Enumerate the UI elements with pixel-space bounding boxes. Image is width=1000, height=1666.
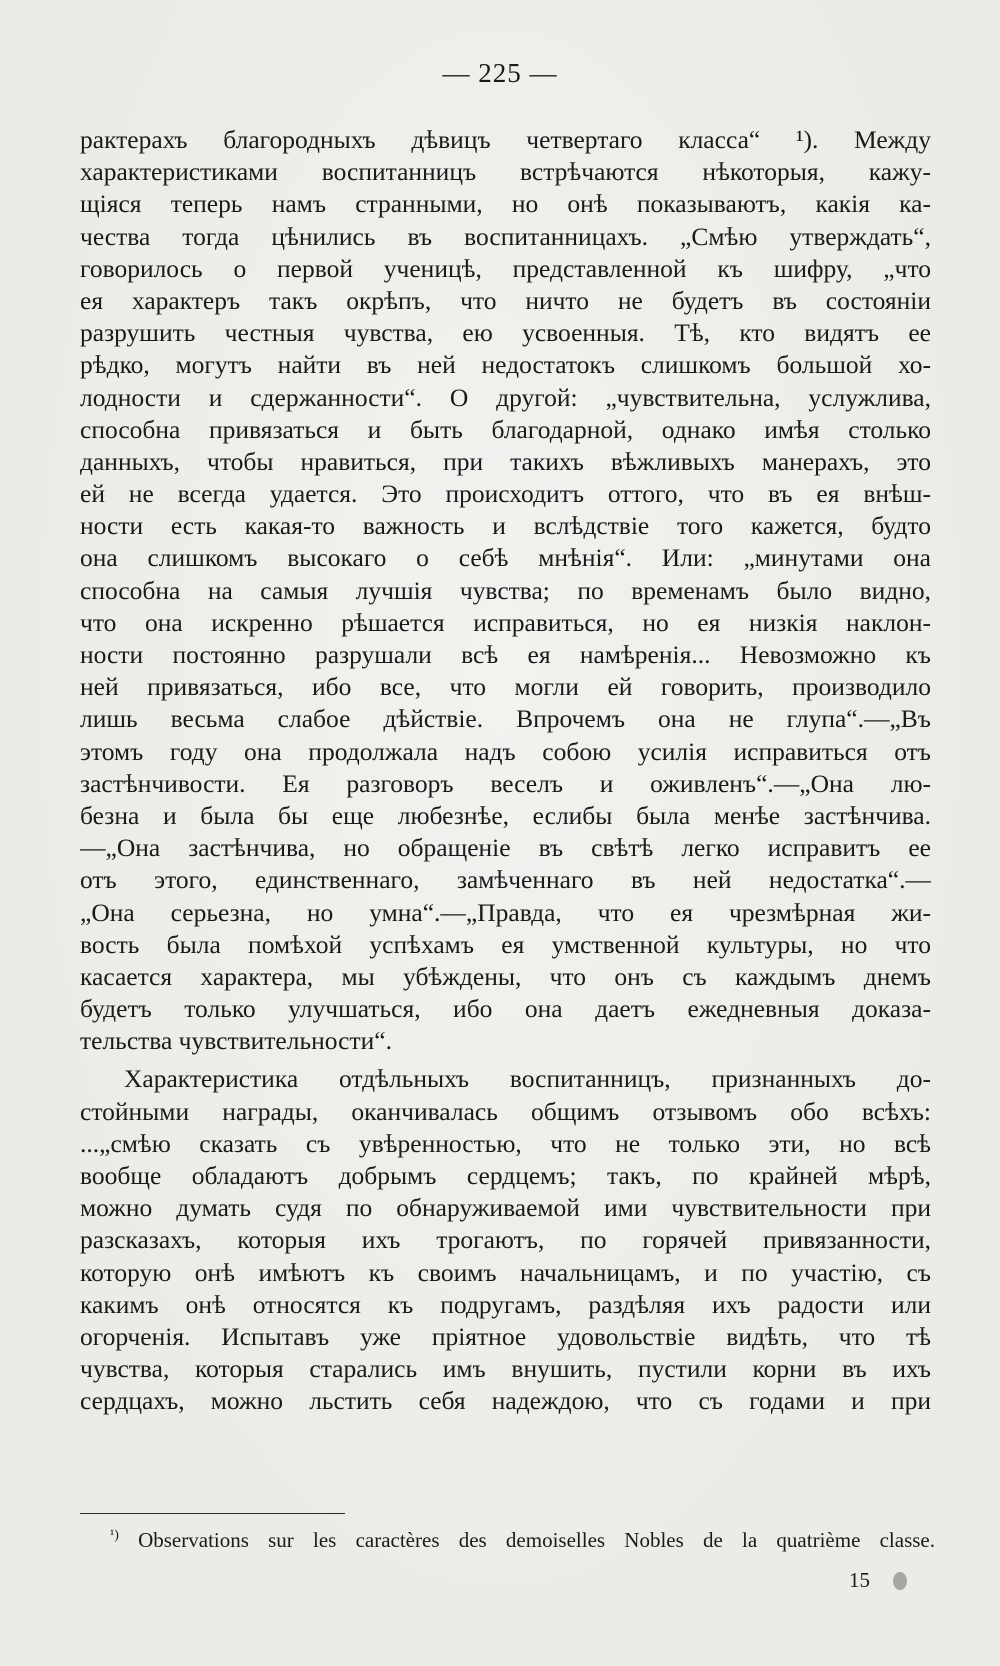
text-line: вообще обладаютъ добрымъ сердцемъ; такъ, по крайней мѣрѣ, — [80, 1161, 931, 1190]
text-line: способна привязаться и быть благодарной, однако имѣя столько — [80, 414, 931, 444]
text-line: застѣнчивости. Ея разговоръ веселъ и оживленъ“.—„Она лю- — [80, 768, 931, 798]
text-line: какимъ онѣ относятся къ подругамъ, раздѣляя ихъ радости или — [80, 1289, 931, 1319]
text-line: разсказахъ, которыя ихъ трогаютъ, по горячей привязанности, — [80, 1225, 931, 1255]
text-line: стойными награды, оканчивалась общимъ отзывомъ обо всѣхъ: — [80, 1096, 931, 1126]
ink-blot — [893, 1572, 907, 1590]
text-line: говорилось о первой ученицѣ, представленной къ шифру, „что — [80, 253, 931, 283]
footnote — [110, 1526, 935, 1554]
text-line: огорченія. Испытавъ уже пріятное удовольствіе видѣть, что тѣ — [80, 1321, 931, 1351]
text-line: сердцахъ, можно льстить себя надеждою, что съ годами и при — [80, 1386, 931, 1416]
text-line: данныхъ, чтобы нравиться, при такихъ вѣжливыхъ манерахъ, это — [80, 446, 931, 476]
text-line: „Она серьезна, но умна“.—„Правда, что ея чрезмѣрная жи- — [80, 897, 931, 927]
text-line: рактерахъ благородныхъ дѣвицъ четвертаго класса“ ¹). Между — [80, 125, 931, 154]
text-line: что она искренно рѣшается исправиться, но ея низкія наклон- — [80, 607, 931, 637]
text-line: —„Она застѣнчива, но обращеніе въ свѣтѣ легко исправитъ ее — [80, 833, 931, 863]
text-line: Характеристика отдѣльныхъ воспитанницъ, признанныхъ до- — [124, 1064, 931, 1094]
paragraph-2 — [80, 1063, 931, 1417]
text-line: чувства, которыя старались имъ внушить, пустили корни въ ихъ — [80, 1354, 931, 1384]
text-line: касается характера, мы убѣждены, что онъ съ каждымъ днемъ — [80, 961, 931, 991]
text-line: лодности и сдержанности“. О другой: „чувствительна, услужлива, — [80, 382, 931, 412]
signature-mark: 15 — [849, 1568, 870, 1592]
text-line: вость была помѣхой успѣхамъ ея умственной культуры, но что — [80, 929, 931, 959]
text-line: ности постоянно разрушали всѣ ея намѣренія... Невозможно къ — [80, 640, 931, 669]
text-line: безна и была бы еще любезнѣе, еслибы была менѣе застѣнчива. — [80, 800, 931, 830]
text-line: ней привязаться, ибо все, что могли ей говорить, производило — [80, 672, 931, 702]
footnote-divider — [80, 1513, 345, 1514]
text-line: способна на самыя лучшія чувства; по временамъ было видно, — [80, 575, 931, 605]
text-line: тельства чувствительности“. — [80, 1026, 392, 1056]
page-number: — 225 — — [442, 58, 558, 88]
text-line: рѣдко, могутъ найти въ ней недостатокъ слишкомъ большой хо- — [80, 350, 931, 380]
main-text — [80, 124, 931, 1418]
text-line: отъ этого, единственнаго, замѣченнаго въ ней недостатка“.— — [80, 865, 931, 895]
text-line: будетъ только улучшаться, ибо она даетъ ежедневныя доказа- — [80, 994, 931, 1024]
text-line: которую онѣ имѣютъ къ своимъ начальницамъ, и по участію, съ — [80, 1257, 931, 1287]
text-line: ...„смѣю сказать съ увѣренностью, что не только эти, но всѣ — [80, 1128, 931, 1158]
text-line: можно думать судя по обнаруживаемой ими чувствительности при — [80, 1193, 931, 1223]
text-line: чества тогда цѣнились въ воспитанницахъ. „Смѣю утверждать“, — [80, 221, 931, 251]
text-line: лишь весьма слабое дѣйствіе. Впрочемъ она не глупа“.—„Въ — [80, 704, 931, 734]
text-line: она слишкомъ высокаго о себѣ мнѣнія“. Или: „минутами она — [80, 543, 931, 573]
text-line: ности есть какая-то важность и вслѣдствіе того кажется, будто — [80, 511, 931, 541]
text-line: характеристиками воспитанницъ встрѣчаются нѣкоторыя, кажу- — [80, 157, 931, 187]
text-line: этомъ году она продолжала надъ собою усилія исправиться отъ — [80, 736, 931, 766]
text-line: ей не всегда удается. Это происходитъ оттого, что въ ея внѣш- — [80, 479, 931, 509]
footnote-marker: ¹) — [110, 1528, 119, 1543]
footnote-text: Observations sur les caractères des demoiselles Nobles de la quatrième classe. — [138, 1528, 936, 1552]
paragraph-1 — [80, 124, 931, 1057]
text-line: щіяся теперь намъ странными, но онѣ показываютъ, какія ка- — [80, 189, 931, 219]
text-line: ея характеръ такъ окрѣпъ, что ничто не будетъ въ состояніи — [80, 285, 931, 315]
text-line: разрушить честныя чувства, ею усвоенныя. Тѣ, кто видятъ ее — [80, 318, 931, 348]
